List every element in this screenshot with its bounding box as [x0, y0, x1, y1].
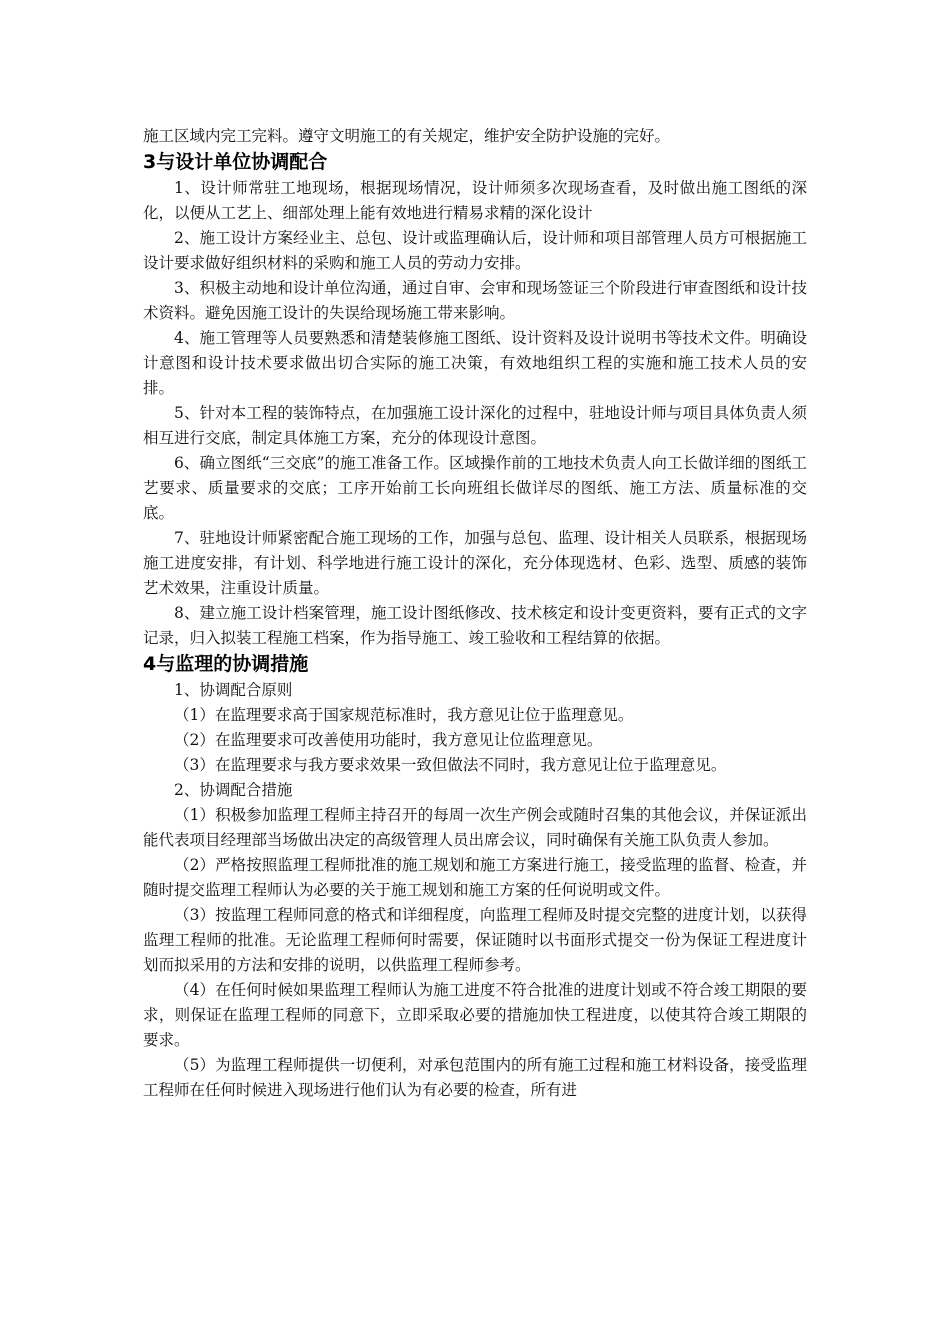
section-4-paragraph: 1、协调配合原则 [174, 681, 293, 699]
section-4-heading: 4与监理的协调措施 [143, 653, 309, 675]
section-4-paragraph: （4）在任何时候如果监理工程师认为施工进度不符合批准的进度计划或不符合竣工期限的要求，则保证在监理工程师的同意下，立即采取必要的措施加快工程进度，以使其符合竣工期限的要求。 [143, 981, 807, 1049]
section-3-paragraph: 2、施工设计方案经业主、总包、设计或监理确认后，设计师和项目部管理人员方可根据施工设计要求做好组织材料的采购和施工人员的劳动力安排。 [143, 229, 807, 272]
section-3-paragraph: 7、驻地设计师紧密配合施工现场的工作，加强与总包、监理、设计相关人员联系，根据现场施工进度安排，有计划、科学地进行施工设计的深化，充分体现选材、色彩、选型、质感的装饰艺术效果，注重设计质量。 [143, 529, 807, 597]
section-4-paragraph: （2）在监理要求可改善使用功能时，我方意见让位监理意见。 [174, 731, 603, 749]
section-4-paragraph: （2）严格按照监理工程师批准的施工规划和施工方案进行施工，接受监理的监督、检查，并随时提交监理工程师认为必要的关于施工规划和施工方案的任何说明或文件。 [143, 856, 807, 899]
section-3-heading: 3与设计单位协调配合 [143, 151, 328, 173]
section-4-paragraph: （1）积极参加监理工程师主持召开的每周一次生产例会或随时召集的其他会议，并保证派出能代表项目经理部当场做出决定的高级管理人员出席会议，同时确保有关施工队负责人参加。 [143, 806, 807, 849]
section-4-paragraph: （1）在监理要求高于国家规范标准时，我方意见让位于监理意见。 [174, 706, 634, 724]
section-3-paragraph: 8、建立施工设计档案管理，施工设计图纸修改、技术核定和设计变更资料，要有正式的文字记录，归入拟装工程施工档案，作为指导施工、竣工验收和工程结算的依据。 [143, 604, 807, 647]
section-4-paragraph: （5）为监理工程师提供一切便利，对承包范围内的所有施工过程和施工材料设备，接受监理工程师在任何时候进入现场进行他们认为有必要的检查，所有进 [143, 1056, 807, 1099]
section-3-paragraph: 4、施工管理等人员要熟悉和清楚装修施工图纸、设计资料及设计说明书等技术文件。明确设计意图和设计技术要求做出切合实际的施工决策，有效地组织工程的实施和施工技术人员的安排。 [143, 329, 807, 397]
section-3-paragraph: 5、针对本工程的装饰特点，在加强施工设计深化的过程中，驻地设计师与项目具体负责人须相互进行交底，制定具体施工方案，充分的体现设计意图。 [143, 404, 807, 447]
section-3-paragraph: 3、积极主动地和设计单位沟通，通过自审、会审和现场签证三个阶段进行审查图纸和设计技术资料。避免因施工设计的失误给现场施工带来影响。 [143, 279, 807, 322]
document-body [143, 124, 807, 1103]
section-3-paragraph: 1、设计师常驻工地现场，根据现场情况，设计师须多次现场查看，及时做出施工图纸的深化，以便从工艺上、细部处理上能有效地进行精易求精的深化设计 [143, 179, 807, 222]
section-3-paragraph: 6、确立图纸“三交底”的施工准备工作。区域操作前的工地技术负责人向工长做详细的图纸工艺要求、质量要求的交底；工序开始前工长向班组长做详尽的图纸、施工方法、质量标准的交底。 [143, 454, 807, 522]
section-4-paragraph: （3）按监理工程师同意的格式和详细程度，向监理工程师及时提交完整的进度计划，以获得监理工程师的批准。无论监理工程师何时需要，保证随时以书面形式提交一份为保证工程进度计划而拟采用的方法和安排的说明，以供监理工程师参考。 [143, 906, 807, 974]
section-4-paragraph: （3）在监理要求与我方要求效果一致但做法不同时，我方意见让位于监理意见。 [174, 756, 727, 774]
intro-paragraph: 施工区域内完工完料。遵守文明施工的有关规定，维护安全防护设施的完好。 [143, 127, 671, 145]
section-4-paragraph: 2、协调配合措施 [174, 781, 293, 799]
